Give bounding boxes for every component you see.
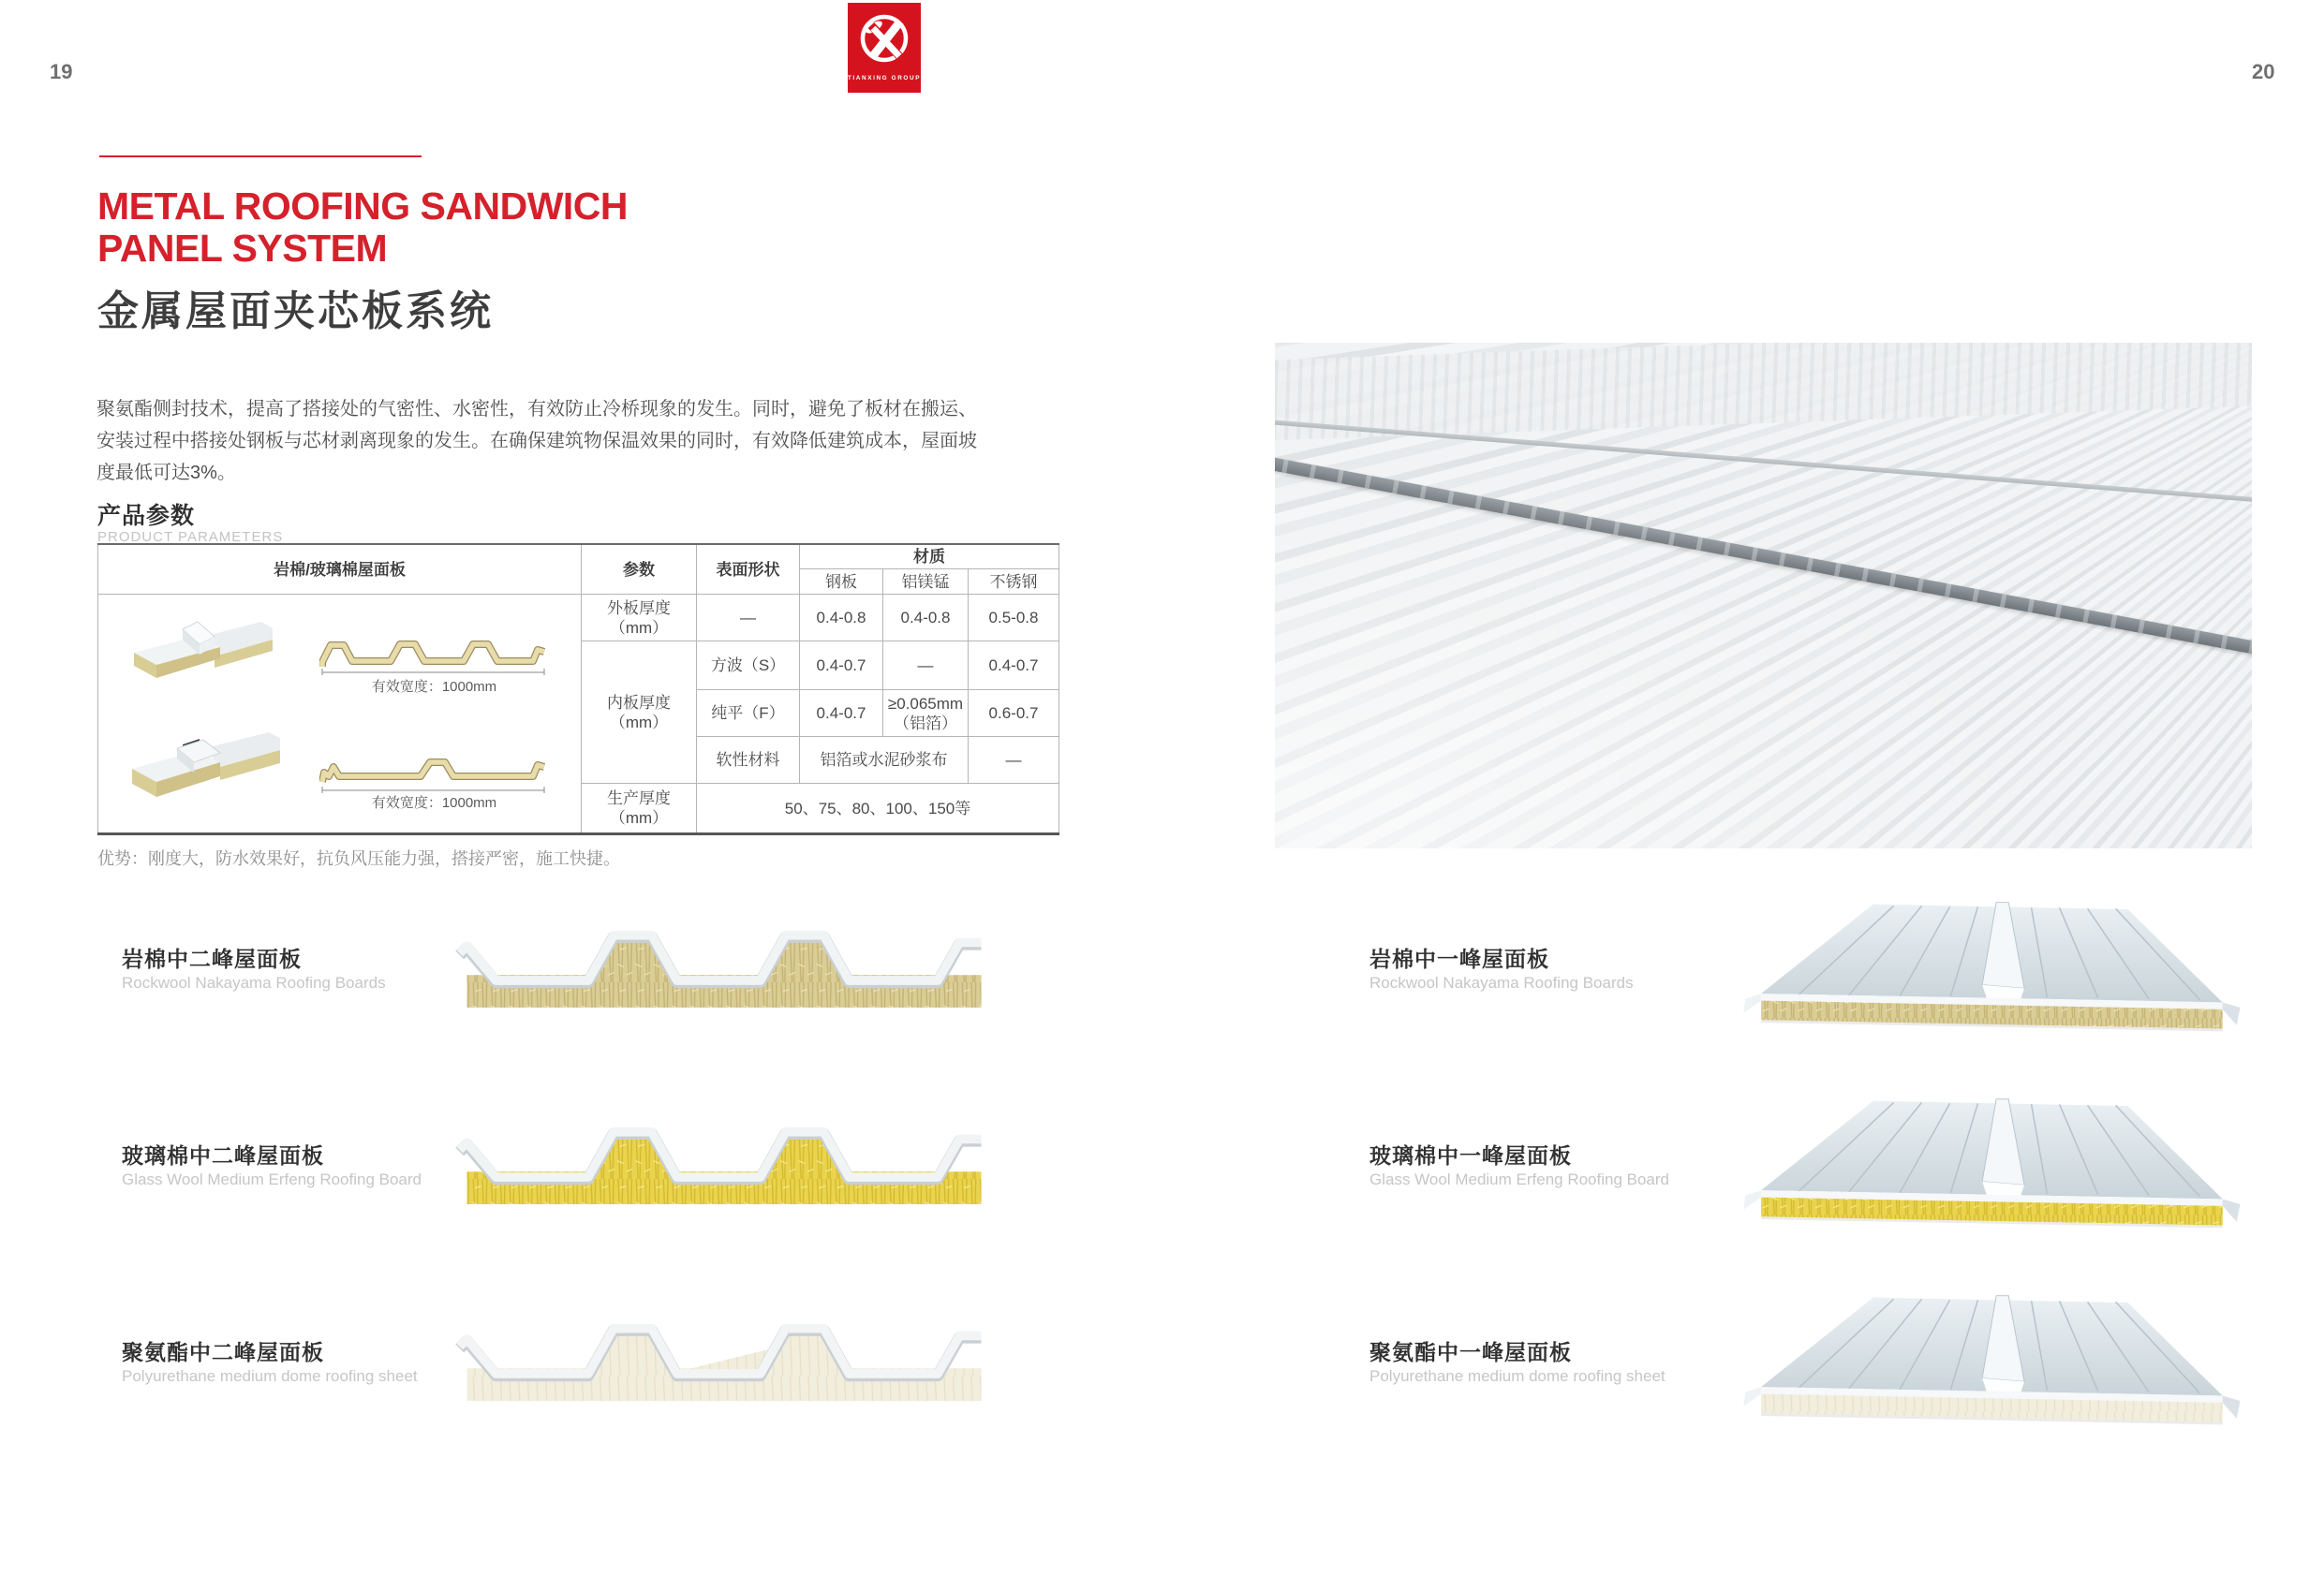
table-cell: 0.5-0.8: [969, 595, 1059, 641]
advantage-note: 优势：刚度大，防水效果好，抗负风压能力强，搭接严密，施工快捷。: [97, 849, 620, 868]
table-cell: 50、75、80、100、150等: [697, 784, 1059, 834]
table-cell: 外板厚度（mm）: [582, 595, 697, 641]
intro-paragraph: [96, 393, 977, 489]
table-cell: 0.4-0.7: [800, 690, 883, 737]
roof-light-glow: [1275, 343, 2252, 848]
product-title-zh: 岩棉中一峰屋面板: [1369, 947, 1549, 971]
logo-mark-icon: [848, 3, 921, 93]
panel-profile-diagram: [319, 636, 549, 675]
table-cell: 内板厚度（mm）: [582, 641, 697, 784]
intro-line: 度最低可达3%。: [96, 463, 236, 483]
product-image-pu-one-peak: [1735, 1290, 2261, 1444]
product-subtitle-en: Polyurethane medium dome roofing sheet: [122, 1367, 418, 1385]
page-title-en: [97, 185, 628, 270]
product-title-zh: 玻璃棉中二峰屋面板: [122, 1143, 324, 1168]
col-header-panel-type: 岩棉/玻璃棉屋面板: [98, 544, 582, 595]
page-title-en-line2: PANEL SYSTEM: [97, 227, 388, 271]
col-header-surface: 表面形状: [697, 544, 800, 595]
table-cell: 方波（S）: [697, 641, 800, 690]
table-cell: —: [697, 595, 800, 641]
product-subtitle-en: Rockwool Nakayama Roofing Boards: [122, 974, 386, 992]
product-image-pu-two-peak: [452, 1292, 996, 1428]
table-cell: 纯平（F）: [697, 690, 800, 737]
page-number-left: 19: [50, 60, 73, 83]
col-header-almgmn: 铝镁锰: [883, 569, 969, 595]
product-title-zh: 聚氨酯中一峰屋面板: [1369, 1340, 1572, 1364]
logo-text: TIANXING GROUP: [848, 75, 921, 81]
red-divider: [99, 155, 422, 157]
table-cell: 软性材料: [697, 737, 800, 784]
product-image-glasswool-two-peak: [452, 1096, 996, 1231]
col-header-param: 参数: [582, 544, 697, 595]
table-cell: 0.4-0.7: [969, 641, 1059, 690]
product-image-glasswool-one-peak: [1735, 1094, 2261, 1247]
product-title-zh: 聚氨酯中二峰屋面板: [122, 1340, 324, 1364]
intro-line: 安装过程中搭接处钢板与芯材剥离现象的发生。在确保建筑物保温效果的同时，有效降低建筑成本，屋面坡: [96, 431, 977, 451]
page-number-right: 20: [2252, 60, 2275, 83]
product-title-zh: 岩棉中二峰屋面板: [122, 947, 302, 971]
table-cell: —: [969, 737, 1059, 784]
section-title-zh: 产品参数: [97, 503, 196, 529]
product-subtitle-en: Polyurethane medium dome roofing sheet: [1369, 1367, 1665, 1385]
product-subtitle-en: Rockwool Nakayama Roofing Boards: [1369, 974, 1634, 992]
effective-width-label: 有效宽度：1000mm: [371, 679, 497, 696]
page-title-en-line1: METAL ROOFING SANDWICH: [97, 184, 629, 228]
table-cell: 铝箔或水泥砂浆布: [800, 737, 969, 784]
product-subtitle-en: Glass Wool Medium Erfeng Roofing Board: [1369, 1171, 1670, 1188]
panel-joint-3d-icon: [130, 726, 280, 810]
product-parameters-table: [97, 543, 1059, 835]
table-cell: 0.4-0.8: [800, 595, 883, 641]
col-header-steel: 钢板: [800, 569, 883, 595]
product-title-zh: 玻璃棉中一峰屋面板: [1369, 1143, 1572, 1168]
roof-photo: [1275, 343, 2252, 848]
page-title-zh: 金属屋面夹芯板系统: [97, 288, 494, 334]
table-cell: —: [883, 641, 969, 690]
panel-joint-3d-icon: [132, 615, 273, 688]
effective-width-label: 有效宽度：1000mm: [371, 795, 497, 812]
product-subtitle-en: Glass Wool Medium Erfeng Roofing Board: [122, 1171, 422, 1188]
col-header-stainless: 不锈钢: [969, 569, 1059, 595]
product-image-rockwool-two-peak: [452, 899, 996, 1035]
table-cell: 0.4-0.7: [800, 641, 883, 690]
intro-line: 聚氨酯侧封技术，提高了搭接处的气密性、水密性，有效防止冷桥现象的发生。同时，避免了板材在搬运、: [96, 399, 977, 420]
table-cell: ≥0.065mm（铝箔）: [883, 690, 969, 737]
table-cell: 0.4-0.8: [883, 595, 969, 641]
panel-profile-diagram: [319, 754, 549, 793]
section-title-en: PRODUCT PARAMETERS: [97, 529, 284, 545]
table-cell: 生产厚度（mm）: [582, 784, 697, 834]
tianxing-logo: [848, 3, 921, 93]
panel-illustration-cell: [98, 595, 582, 834]
table-cell: 0.6-0.7: [969, 690, 1059, 737]
product-image-rockwool-one-peak: [1735, 897, 2261, 1051]
col-header-material: 材质: [800, 544, 1059, 569]
